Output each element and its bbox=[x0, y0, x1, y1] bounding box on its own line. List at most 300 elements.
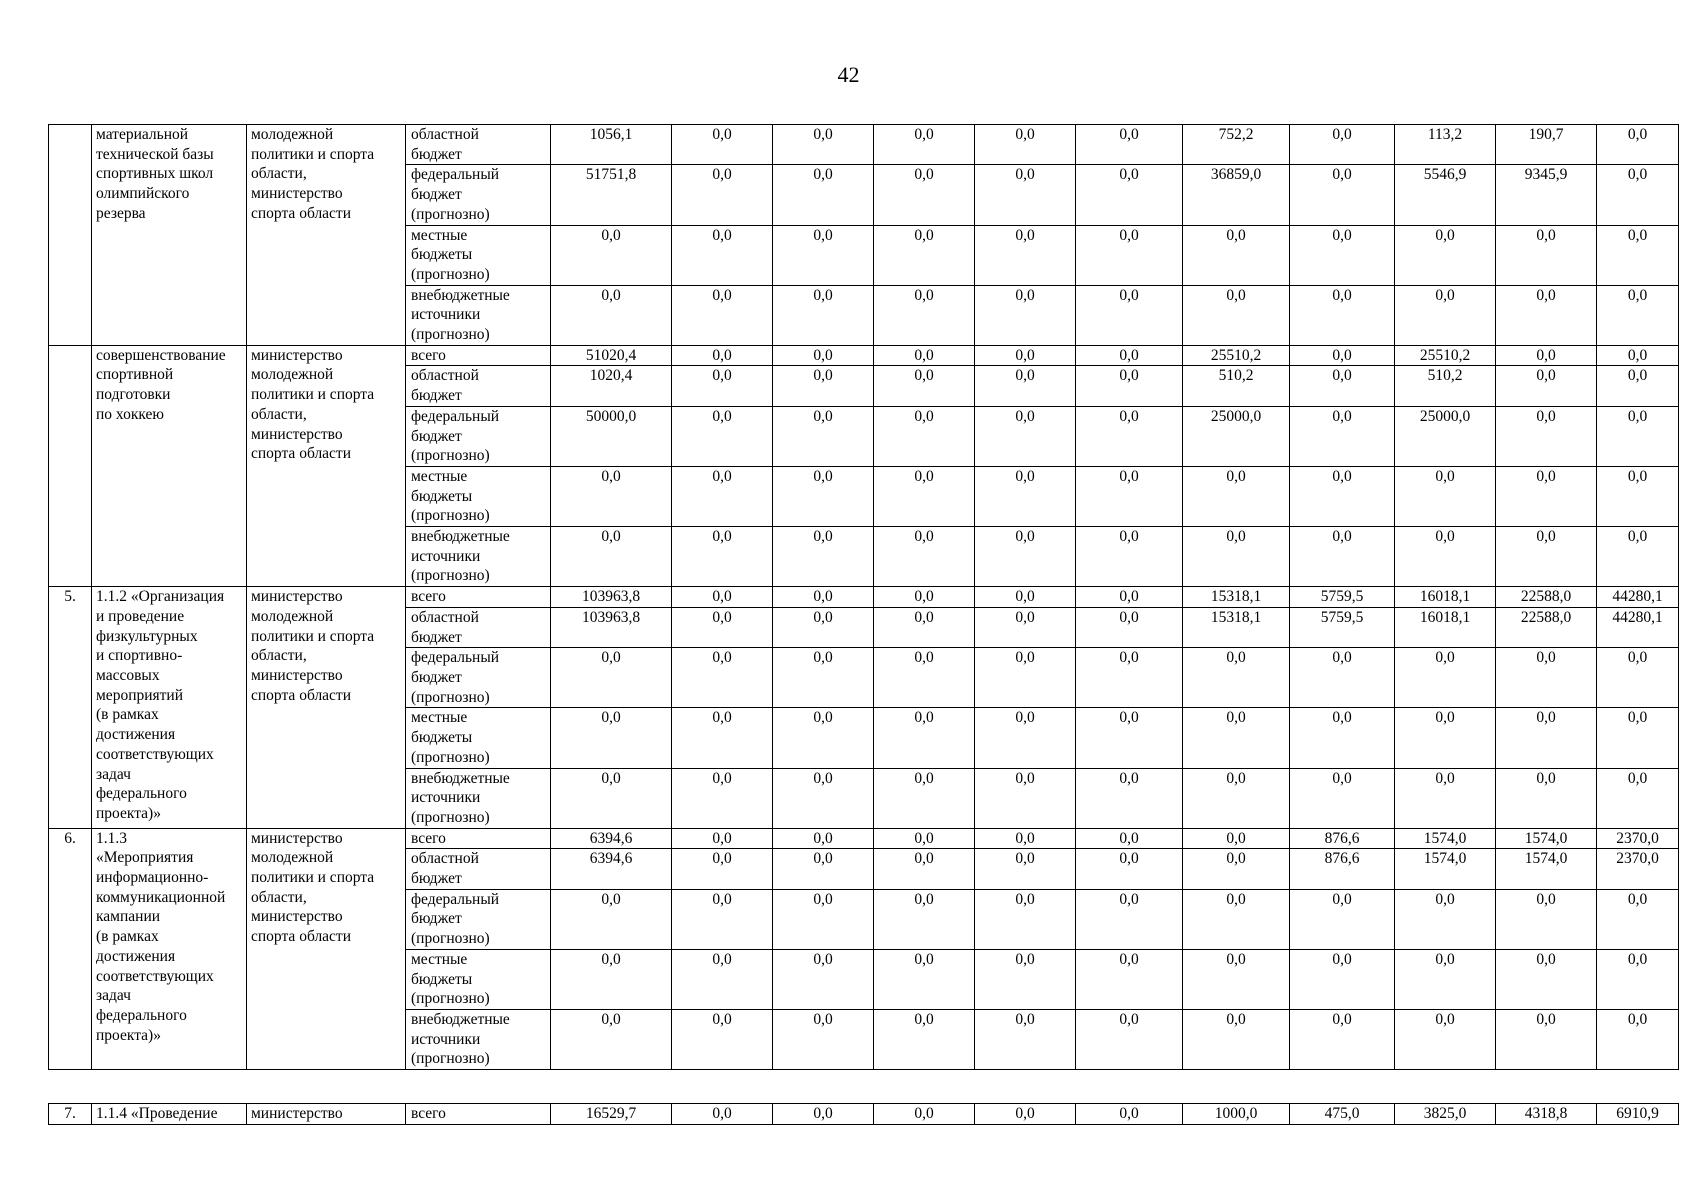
text-line: 1.1.3 bbox=[96, 829, 127, 847]
value-cell: 0,0 bbox=[773, 527, 874, 587]
value-cell: 0,0 bbox=[1290, 708, 1395, 768]
value-cell: 1056,1 bbox=[551, 125, 672, 165]
value-cell: 0,0 bbox=[1395, 225, 1496, 285]
value-cell: 0,0 bbox=[975, 849, 1076, 889]
text-line: спорта области bbox=[251, 686, 352, 704]
funding-source bbox=[406, 607, 551, 647]
value-cell: 0,0 bbox=[773, 125, 874, 165]
funding-source bbox=[406, 587, 551, 608]
value-cell: 0,0 bbox=[1290, 125, 1395, 165]
value-cell: 1020,4 bbox=[551, 366, 672, 406]
text-line: федерального bbox=[96, 1006, 187, 1024]
text-line: молодежной bbox=[251, 607, 334, 625]
value-cell: 0,0 bbox=[975, 165, 1076, 225]
value-cell: 0,0 bbox=[975, 587, 1076, 608]
text-line: всего bbox=[411, 829, 446, 847]
value-cell: 0,0 bbox=[1076, 849, 1183, 889]
text-line: информационно- bbox=[96, 869, 209, 887]
text-line: кампании bbox=[96, 908, 161, 926]
value-cell: 0,0 bbox=[874, 1009, 975, 1069]
text-line: бюджет bbox=[411, 427, 462, 445]
value-cell: 0,0 bbox=[773, 345, 874, 366]
activity-name bbox=[92, 587, 247, 828]
value-cell: 0,0 bbox=[1076, 165, 1183, 225]
value-cell: 0,0 bbox=[672, 828, 773, 849]
value-cell: 0,0 bbox=[773, 285, 874, 345]
value-cell: 0,0 bbox=[773, 406, 874, 466]
value-cell: 0,0 bbox=[551, 889, 672, 949]
text-line: бюджет bbox=[411, 387, 462, 405]
text-line: министерство bbox=[251, 185, 343, 203]
funding-source bbox=[406, 345, 551, 366]
value-cell: 0,0 bbox=[773, 366, 874, 406]
value-cell: 0,0 bbox=[551, 527, 672, 587]
value-cell: 0,0 bbox=[1496, 225, 1597, 285]
value-cell: 0,0 bbox=[672, 125, 773, 165]
value-cell: 0,0 bbox=[1496, 345, 1597, 366]
value-cell: 0,0 bbox=[773, 1009, 874, 1069]
text-line: (прогнозно) bbox=[411, 447, 490, 465]
text-line: областной bbox=[411, 850, 479, 868]
text-line: достижения bbox=[96, 947, 176, 965]
value-cell: 0,0 bbox=[975, 889, 1076, 949]
value-cell: 0,0 bbox=[1076, 125, 1183, 165]
text-line: спортивной bbox=[96, 366, 174, 384]
value-cell: 0,0 bbox=[1076, 225, 1183, 285]
value-cell: 0,0 bbox=[1183, 949, 1290, 1009]
text-line: области, bbox=[251, 647, 307, 665]
text-line: (в рамках bbox=[96, 706, 159, 724]
text-line: и проведение bbox=[96, 607, 185, 625]
value-cell: 0,0 bbox=[1076, 889, 1183, 949]
value-cell: 0,0 bbox=[1395, 949, 1496, 1009]
value-cell: 0,0 bbox=[1290, 345, 1395, 366]
funding-source bbox=[406, 889, 551, 949]
value-cell: 0,0 bbox=[551, 1009, 672, 1069]
text-line: бюджет bbox=[411, 186, 462, 204]
value-cell: 22588,0 bbox=[1496, 607, 1597, 647]
value-cell: 1574,0 bbox=[1395, 828, 1496, 849]
value-cell: 0,0 bbox=[975, 225, 1076, 285]
value-cell: 0,0 bbox=[874, 648, 975, 708]
text-line: местные bbox=[411, 709, 468, 727]
value-cell: 0,0 bbox=[874, 527, 975, 587]
value-cell: 0,0 bbox=[1183, 285, 1290, 345]
text-line: источники bbox=[411, 306, 481, 324]
value-cell: 0,0 bbox=[1395, 768, 1496, 828]
value-cell: 0,0 bbox=[1496, 527, 1597, 587]
text-line: федеральный bbox=[411, 649, 500, 667]
value-cell: 0,0 bbox=[1290, 949, 1395, 1009]
text-line: совершенствование bbox=[96, 346, 226, 364]
text-line: министерство bbox=[251, 346, 343, 364]
text-line: внебюджетные bbox=[411, 1010, 510, 1028]
value-cell: 0,0 bbox=[1183, 648, 1290, 708]
value-cell: 0,0 bbox=[1496, 366, 1597, 406]
value-cell: 0,0 bbox=[975, 648, 1076, 708]
value-cell: 0,0 bbox=[975, 828, 1076, 849]
text-line: соответствующих bbox=[96, 967, 214, 985]
value-cell: 0,0 bbox=[975, 768, 1076, 828]
value-cell: 0,0 bbox=[672, 768, 773, 828]
value-cell: 0,0 bbox=[1076, 587, 1183, 608]
text-line: массовых bbox=[96, 666, 160, 684]
value-cell: 0,0 bbox=[1076, 648, 1183, 708]
text-line: области, bbox=[251, 405, 307, 423]
text-line: бюджет bbox=[411, 628, 462, 646]
text-line: бюджеты bbox=[411, 487, 473, 505]
value-cell: 0,0 bbox=[1395, 466, 1496, 526]
funding-source bbox=[406, 225, 551, 285]
value-cell: 0,0 bbox=[1183, 768, 1290, 828]
value-cell: 5759,5 bbox=[1290, 607, 1395, 647]
text-line: источники bbox=[411, 789, 481, 807]
value-cell: 6394,6 bbox=[551, 849, 672, 889]
value-cell: 0,0 bbox=[1183, 1009, 1290, 1069]
row-index: 5. bbox=[49, 587, 92, 828]
value-cell: 0,0 bbox=[1496, 768, 1597, 828]
text-line: (прогнозно) bbox=[411, 930, 490, 948]
value-cell: 876,6 bbox=[1290, 849, 1395, 889]
value-cell: 0,0 bbox=[551, 768, 672, 828]
value-cell: 0,0 bbox=[551, 648, 672, 708]
text-line: (прогнозно) bbox=[411, 1050, 490, 1068]
value-cell: 50000,0 bbox=[551, 406, 672, 466]
value-cell: 6910,9 bbox=[1597, 1104, 1679, 1125]
value-cell: 25000,0 bbox=[1395, 406, 1496, 466]
text-line: министерство bbox=[251, 666, 343, 684]
row-index bbox=[49, 345, 92, 586]
value-cell: 51020,4 bbox=[551, 345, 672, 366]
value-cell: 0,0 bbox=[1076, 527, 1183, 587]
value-cell: 0,0 bbox=[1496, 708, 1597, 768]
value-cell: 15318,1 bbox=[1183, 607, 1290, 647]
text-line: спорта области bbox=[251, 928, 352, 946]
value-cell: 0,0 bbox=[773, 607, 874, 647]
value-cell: 510,2 bbox=[1183, 366, 1290, 406]
text-line: (прогнозно) bbox=[411, 567, 490, 585]
value-cell: 16018,1 bbox=[1395, 607, 1496, 647]
value-cell: 0,0 bbox=[874, 1104, 975, 1125]
value-cell: 0,0 bbox=[1076, 1009, 1183, 1069]
funding-source bbox=[406, 165, 551, 225]
value-cell: 0,0 bbox=[672, 165, 773, 225]
value-cell: 0,0 bbox=[1496, 1009, 1597, 1069]
text-line: 1.1.2 «Организация bbox=[96, 588, 225, 606]
text-line: областной bbox=[411, 608, 479, 626]
text-line: федеральный bbox=[411, 166, 500, 184]
text-line: (прогнозно) bbox=[411, 326, 490, 344]
text-line: бюджет bbox=[411, 910, 462, 928]
value-cell: 0,0 bbox=[1496, 648, 1597, 708]
value-cell: 5546,9 bbox=[1395, 165, 1496, 225]
text-line: (в рамках bbox=[96, 928, 159, 946]
value-cell: 0,0 bbox=[1290, 406, 1395, 466]
value-cell: 0,0 bbox=[1597, 527, 1679, 587]
text-line: и спортивно- bbox=[96, 647, 183, 665]
funding-source bbox=[406, 949, 551, 1009]
value-cell: 0,0 bbox=[1290, 466, 1395, 526]
text-line: резерва bbox=[96, 204, 146, 222]
text-line: области, bbox=[251, 165, 307, 183]
text-line: (прогнозно) bbox=[411, 748, 490, 766]
value-cell: 0,0 bbox=[773, 889, 874, 949]
value-cell: 0,0 bbox=[672, 607, 773, 647]
value-cell: 51751,8 bbox=[551, 165, 672, 225]
funding-source: всего bbox=[406, 1104, 551, 1125]
text-line: молодежной bbox=[251, 366, 334, 384]
text-line: бюджет bbox=[411, 668, 462, 686]
table-row bbox=[49, 828, 1679, 849]
text-line: внебюджетные bbox=[411, 528, 510, 546]
value-cell: 0,0 bbox=[672, 285, 773, 345]
value-cell: 0,0 bbox=[1290, 225, 1395, 285]
text-line: бюджеты bbox=[411, 246, 473, 264]
value-cell: 0,0 bbox=[975, 466, 1076, 526]
value-cell: 0,0 bbox=[1496, 285, 1597, 345]
value-cell: 0,0 bbox=[1395, 1009, 1496, 1069]
value-cell: 0,0 bbox=[672, 587, 773, 608]
text-line: (прогнозно) bbox=[411, 507, 490, 525]
value-cell: 0,0 bbox=[672, 1104, 773, 1125]
value-cell: 0,0 bbox=[1076, 345, 1183, 366]
funding-source bbox=[406, 828, 551, 849]
activity-name bbox=[92, 828, 247, 1069]
value-cell: 0,0 bbox=[1597, 949, 1679, 1009]
value-cell: 0,0 bbox=[975, 345, 1076, 366]
text-line: физкультурных bbox=[96, 627, 198, 645]
value-cell: 0,0 bbox=[773, 648, 874, 708]
text-line: молодежной bbox=[251, 849, 334, 867]
value-cell: 0,0 bbox=[874, 889, 975, 949]
text-line: (прогнозно) bbox=[411, 688, 490, 706]
value-cell: 6394,6 bbox=[551, 828, 672, 849]
value-cell: 0,0 bbox=[672, 466, 773, 526]
text-line: бюджеты bbox=[411, 970, 473, 988]
funding-source bbox=[406, 768, 551, 828]
value-cell: 0,0 bbox=[773, 708, 874, 768]
value-cell: 0,0 bbox=[773, 466, 874, 526]
value-cell: 0,0 bbox=[1076, 466, 1183, 526]
value-cell: 0,0 bbox=[672, 527, 773, 587]
page-number: 42 bbox=[837, 62, 860, 87]
value-cell: 16529,7 bbox=[551, 1104, 672, 1125]
value-cell: 0,0 bbox=[1395, 285, 1496, 345]
value-cell: 0,0 bbox=[1597, 889, 1679, 949]
value-cell: 0,0 bbox=[1183, 849, 1290, 889]
value-cell: 0,0 bbox=[672, 345, 773, 366]
value-cell: 36859,0 bbox=[1183, 165, 1290, 225]
value-cell: 0,0 bbox=[551, 225, 672, 285]
value-cell: 0,0 bbox=[672, 889, 773, 949]
value-cell: 0,0 bbox=[672, 406, 773, 466]
text-line: бюджет bbox=[411, 145, 462, 163]
value-cell: 0,0 bbox=[1395, 708, 1496, 768]
text-line: проекта)» bbox=[96, 1026, 161, 1044]
text-line: источники bbox=[411, 547, 481, 565]
value-cell: 16018,1 bbox=[1395, 587, 1496, 608]
text-line: местные bbox=[411, 950, 468, 968]
executor bbox=[247, 345, 406, 586]
value-cell: 0,0 bbox=[1597, 366, 1679, 406]
executor bbox=[247, 125, 406, 346]
funding-source bbox=[406, 708, 551, 768]
text-line: молодежной bbox=[251, 126, 334, 143]
funding-source bbox=[406, 406, 551, 466]
value-cell: 0,0 bbox=[1395, 889, 1496, 949]
value-cell: 0,0 bbox=[874, 949, 975, 1009]
value-cell: 0,0 bbox=[975, 607, 1076, 647]
value-cell: 0,0 bbox=[1290, 527, 1395, 587]
value-cell: 0,0 bbox=[1183, 225, 1290, 285]
text-line: местные bbox=[411, 467, 468, 485]
value-cell: 0,0 bbox=[874, 406, 975, 466]
continuation-table bbox=[48, 1103, 1679, 1125]
value-cell: 15318,1 bbox=[1183, 587, 1290, 608]
text-line: местные bbox=[411, 226, 468, 244]
value-cell: 0,0 bbox=[672, 849, 773, 889]
text-line: источники bbox=[411, 1030, 481, 1048]
value-cell: 0,0 bbox=[1597, 1009, 1679, 1069]
value-cell: 0,0 bbox=[773, 768, 874, 828]
value-cell: 0,0 bbox=[975, 708, 1076, 768]
value-cell: 0,0 bbox=[1290, 768, 1395, 828]
value-cell: 0,0 bbox=[773, 1104, 874, 1125]
executor: министерство bbox=[247, 1104, 406, 1125]
funding-source bbox=[406, 648, 551, 708]
text-line: подготовки bbox=[96, 386, 171, 404]
text-line: федеральный bbox=[411, 890, 500, 908]
value-cell: 0,0 bbox=[874, 225, 975, 285]
value-cell: 0,0 bbox=[1076, 1104, 1183, 1125]
value-cell: 0,0 bbox=[975, 125, 1076, 165]
value-cell: 0,0 bbox=[672, 1009, 773, 1069]
table-row bbox=[49, 587, 1679, 608]
funding-source bbox=[406, 527, 551, 587]
value-cell: 0,0 bbox=[874, 165, 975, 225]
value-cell: 0,0 bbox=[1597, 406, 1679, 466]
value-cell: 0,0 bbox=[975, 366, 1076, 406]
executor bbox=[247, 587, 406, 828]
value-cell: 0,0 bbox=[1395, 648, 1496, 708]
value-cell: 0,0 bbox=[874, 466, 975, 526]
funding-source bbox=[406, 1009, 551, 1069]
value-cell: 0,0 bbox=[1183, 889, 1290, 949]
value-cell: 876,6 bbox=[1290, 828, 1395, 849]
text-line: бюджеты bbox=[411, 729, 473, 747]
value-cell: 0,0 bbox=[874, 285, 975, 345]
text-line: министерство bbox=[251, 588, 343, 606]
value-cell: 0,0 bbox=[551, 466, 672, 526]
text-line: внебюджетные bbox=[411, 286, 510, 304]
text-line: внебюджетные bbox=[411, 769, 510, 787]
text-line: достижения bbox=[96, 726, 176, 744]
activity-name: 1.1.4 «Проведение bbox=[92, 1104, 247, 1125]
text-line: олимпийского bbox=[96, 185, 190, 203]
value-cell: 0,0 bbox=[1597, 165, 1679, 225]
value-cell: 25510,2 bbox=[1395, 345, 1496, 366]
value-cell: 0,0 bbox=[1496, 949, 1597, 1009]
value-cell: 0,0 bbox=[1076, 828, 1183, 849]
value-cell: 2370,0 bbox=[1597, 828, 1679, 849]
value-cell: 0,0 bbox=[672, 648, 773, 708]
value-cell: 44280,1 bbox=[1597, 607, 1679, 647]
value-cell: 0,0 bbox=[874, 366, 975, 406]
value-cell: 0,0 bbox=[975, 1009, 1076, 1069]
value-cell: 0,0 bbox=[1496, 889, 1597, 949]
text-line: политики и спорта bbox=[251, 627, 375, 645]
text-line: бюджет bbox=[411, 870, 462, 888]
value-cell: 0,0 bbox=[1290, 889, 1395, 949]
value-cell: 0,0 bbox=[773, 165, 874, 225]
value-cell: 0,0 bbox=[1183, 828, 1290, 849]
table-row bbox=[49, 345, 1679, 366]
value-cell: 0,0 bbox=[773, 587, 874, 608]
text-line: мероприятий bbox=[96, 686, 184, 704]
value-cell: 103963,8 bbox=[551, 587, 672, 608]
text-line: (прогнозно) bbox=[411, 265, 490, 283]
text-line: «Мероприятия bbox=[96, 849, 194, 867]
value-cell: 475,0 bbox=[1290, 1104, 1395, 1125]
value-cell: 0,0 bbox=[1597, 345, 1679, 366]
value-cell: 0,0 bbox=[1290, 285, 1395, 345]
text-line: спорта области bbox=[251, 204, 352, 222]
value-cell: 0,0 bbox=[1597, 285, 1679, 345]
value-cell: 0,0 bbox=[1597, 225, 1679, 285]
text-line: политики и спорта bbox=[251, 145, 375, 163]
row-index: 7. bbox=[49, 1104, 92, 1125]
value-cell: 0,0 bbox=[975, 285, 1076, 345]
value-cell: 0,0 bbox=[1076, 949, 1183, 1009]
value-cell: 0,0 bbox=[1290, 648, 1395, 708]
value-cell: 0,0 bbox=[1183, 527, 1290, 587]
value-cell: 1574,0 bbox=[1496, 828, 1597, 849]
value-cell: 5759,5 bbox=[1290, 587, 1395, 608]
value-cell: 25000,0 bbox=[1183, 406, 1290, 466]
value-cell: 113,2 bbox=[1395, 125, 1496, 165]
funding-source bbox=[406, 366, 551, 406]
value-cell: 0,0 bbox=[1597, 466, 1679, 526]
value-cell: 0,0 bbox=[874, 849, 975, 889]
value-cell: 0,0 bbox=[1076, 366, 1183, 406]
value-cell: 0,0 bbox=[874, 607, 975, 647]
text-line: политики и спорта bbox=[251, 869, 375, 887]
value-cell: 0,0 bbox=[773, 949, 874, 1009]
value-cell: 4318,8 bbox=[1496, 1104, 1597, 1125]
text-line: коммуникационной bbox=[96, 888, 226, 906]
value-cell: 0,0 bbox=[1076, 607, 1183, 647]
activity-name bbox=[92, 125, 247, 346]
value-cell: 0,0 bbox=[975, 527, 1076, 587]
value-cell: 0,0 bbox=[1290, 165, 1395, 225]
text-line: федеральный bbox=[411, 407, 500, 425]
text-line: министерство bbox=[251, 425, 343, 443]
budget-table bbox=[48, 124, 1679, 1070]
text-line: всего bbox=[411, 346, 446, 364]
text-line: (прогнозно) bbox=[411, 205, 490, 223]
value-cell: 0,0 bbox=[874, 345, 975, 366]
value-cell: 0,0 bbox=[1183, 466, 1290, 526]
funding-source bbox=[406, 285, 551, 345]
value-cell: 9345,9 bbox=[1496, 165, 1597, 225]
text-line: материальной bbox=[96, 126, 189, 143]
value-cell: 0,0 bbox=[975, 949, 1076, 1009]
value-cell: 0,0 bbox=[975, 1104, 1076, 1125]
value-cell: 0,0 bbox=[1183, 708, 1290, 768]
funding-source bbox=[406, 125, 551, 165]
value-cell: 0,0 bbox=[672, 708, 773, 768]
text-line: министерство bbox=[251, 829, 343, 847]
